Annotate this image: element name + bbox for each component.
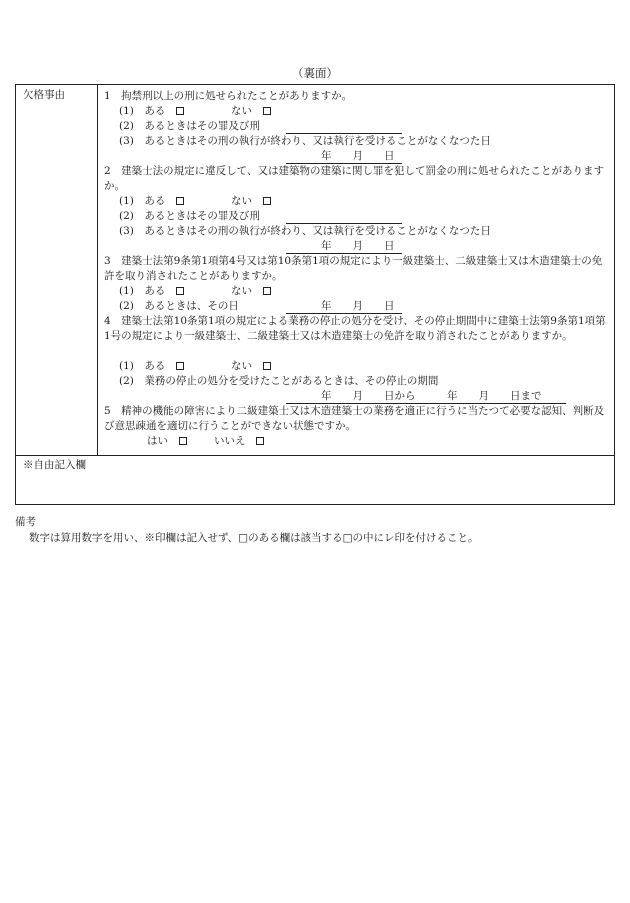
- q5-no-label: いいえ: [214, 435, 246, 447]
- q4-option-yes[interactable]: [119, 359, 184, 374]
- q3-yes-label: (1) ある: [119, 285, 166, 297]
- q3-no-label: ない: [231, 285, 252, 297]
- q4-no-checkbox[interactable]: [263, 362, 271, 370]
- q1-no-checkbox[interactable]: [263, 107, 271, 115]
- q2-end-label: (3) あるときはその刑の執行が終わり、又は執行を受けることがなくなつた日: [119, 225, 491, 237]
- q4-option-no[interactable]: [231, 359, 271, 374]
- page-title: （裏面）: [292, 66, 338, 80]
- q4-period-label: (2) 業務の停止の処分を受けたことがあるときは、その停止の期間: [119, 375, 439, 387]
- q5-no-checkbox[interactable]: [256, 437, 264, 445]
- q2-crime-label: (2) あるときはその罪及び刑: [119, 210, 260, 222]
- q1-end-label: (3) あるときはその刑の執行が終わり、又は執行を受けることがなくなつた日: [119, 135, 491, 147]
- q4-yes-label: (1) ある: [119, 360, 166, 372]
- disqualification-form: [15, 84, 615, 505]
- q4-question: 4 建築士法第10条第1項の規定による業務の停止の処分を受け、その停止期間中に建築士法第9条第1項第1号の規定により一級建築士、二級建築士又は木造建築士の免許を取り消されたことがありますか。: [104, 315, 606, 342]
- q2-option-yes[interactable]: [119, 194, 184, 209]
- q3-option-no[interactable]: [231, 284, 271, 299]
- q1-date: 年 月 日: [321, 150, 395, 162]
- q1-option-no[interactable]: [231, 104, 271, 119]
- q5-yes-label: はい: [147, 435, 168, 447]
- q4-yes-checkbox[interactable]: [176, 362, 184, 370]
- q2-no-checkbox[interactable]: [263, 197, 271, 205]
- free-entry-label: ※自由記入欄: [23, 459, 86, 471]
- q3-yes-checkbox[interactable]: [176, 287, 184, 295]
- q1-yes-checkbox[interactable]: [176, 107, 184, 115]
- q5-option-yes[interactable]: [147, 434, 187, 449]
- q2-no-label: ない: [231, 195, 252, 207]
- q2-option-no[interactable]: [231, 194, 271, 209]
- row-label: 欠格事由: [16, 85, 98, 455]
- q5-question: 5 精神の機能の障害により二級建築士又は木造建築士の業務を適正に行うに当たつて必要な認知、判断及び意思疎通を適切に行うことができない状態ですか。: [104, 405, 605, 432]
- free-entry-field[interactable]: [16, 455, 614, 504]
- q3-option-yes[interactable]: [119, 284, 184, 299]
- q2-yes-label: (1) ある: [119, 195, 166, 207]
- q1-question: 1 拘禁刑以上の刑に処せられたことがありますか。: [104, 90, 353, 102]
- q1-yes-label: (1) ある: [119, 105, 166, 117]
- q2-question: 2 建築士法の規定に違反して、又は建築物の建築に関し罪を犯して罰金の刑に処せられたことがありますか。: [104, 165, 604, 192]
- q2-date: 年 月 日: [321, 240, 395, 252]
- q5-yes-checkbox[interactable]: [179, 437, 187, 445]
- q3-date: 年 月 日: [321, 300, 395, 312]
- q4-period: 年 月 日から 年 月 日まで: [321, 390, 542, 402]
- q1-crime-label: (2) あるときはその罪及び刑: [119, 120, 260, 132]
- q4-no-label: ない: [231, 360, 252, 372]
- q3-question: 3 建築士法第9条第1項第4号又は第10条第1項の規定により一級建築士、二級建築士又は木造建築士の免許を取り消されたことがありますか。: [104, 255, 603, 282]
- q3-date-label: (2) あるときは、その日: [119, 300, 239, 312]
- notes-title: 備考: [15, 516, 36, 528]
- q5-option-no[interactable]: [214, 434, 264, 449]
- q1-option-yes[interactable]: [119, 104, 184, 119]
- q2-yes-checkbox[interactable]: [176, 197, 184, 205]
- q1-no-label: ない: [231, 105, 252, 117]
- disqualification-questions: [101, 89, 613, 455]
- notes-text: 数字は算用数字を用い、※印欄は記入せず、□のある欄は該当する□の中にレ印を付けること。: [29, 532, 479, 544]
- q3-no-checkbox[interactable]: [263, 287, 271, 295]
